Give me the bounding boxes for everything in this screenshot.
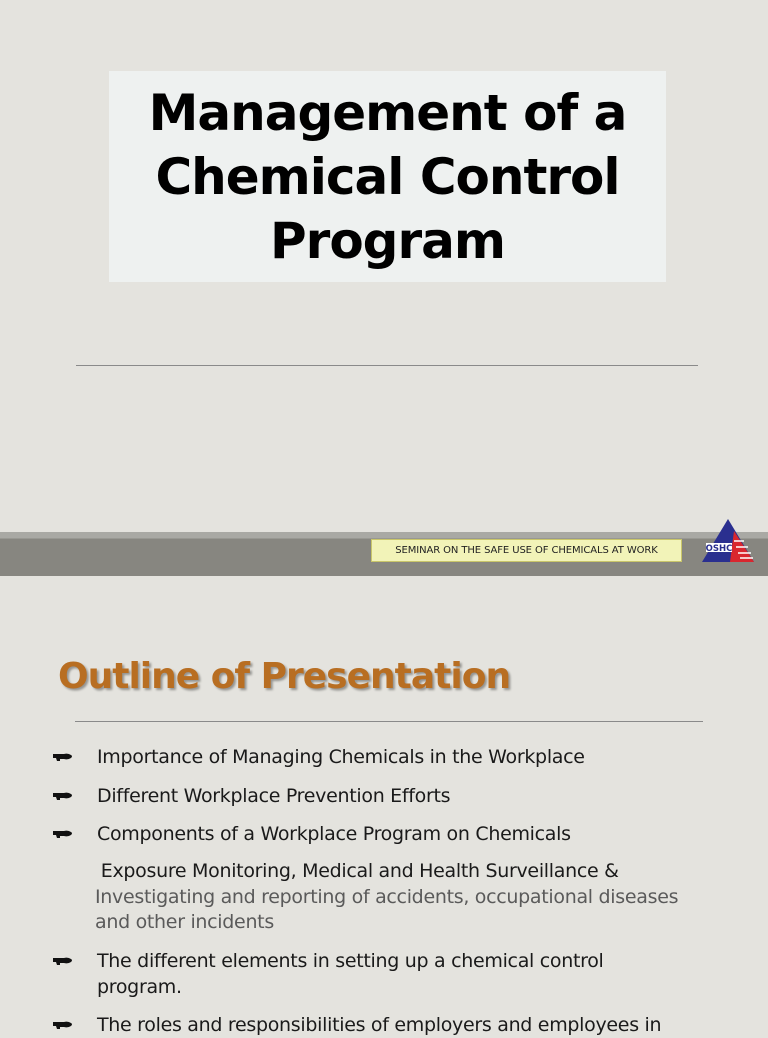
divider-line (76, 365, 698, 366)
pointing-hand-icon (52, 788, 74, 802)
title-line-2: Chemical Control (155, 147, 620, 206)
sub-item-line-1: Exposure Monitoring, Medical and Health Surveillance & (95, 860, 619, 882)
outline-title: Outline of Presentation (58, 656, 511, 697)
sub-item-line-2: Investigating and reporting of accidents, occupational diseases (95, 886, 679, 908)
logo-text: OSHC (705, 544, 733, 554)
pointing-hand-icon (52, 953, 74, 967)
slide-title (109, 81, 666, 273)
list-item-text: Importance of Managing Chemicals in the Workplace (97, 746, 585, 768)
list-item-text-line-1: The different elements in setting up a chemical control (97, 950, 604, 972)
sub-item-line-3: and other incidents (95, 911, 274, 933)
footer-label: SEMINAR ON THE SAFE USE OF CHEMICALS AT WORK (371, 539, 682, 562)
title-line-3: Program (270, 211, 505, 270)
pointing-hand-icon (52, 749, 74, 763)
list-item-text-line-1: The roles and responsibilities of employers and employees in (97, 1014, 662, 1036)
pointing-hand-icon (52, 826, 74, 840)
outline-divider-line (75, 721, 703, 722)
list-item-text: Components of a Workplace Program on Chemicals (97, 823, 571, 845)
outline-slide (0, 576, 768, 1036)
list-item-text-line-2: program. (97, 976, 182, 998)
pointing-hand-icon (52, 1017, 74, 1031)
oshc-logo-icon (700, 517, 756, 565)
title-box (109, 71, 666, 282)
list-item-text: Different Workplace Prevention Efforts (97, 785, 451, 807)
title-line-1: Management of a (148, 83, 627, 142)
